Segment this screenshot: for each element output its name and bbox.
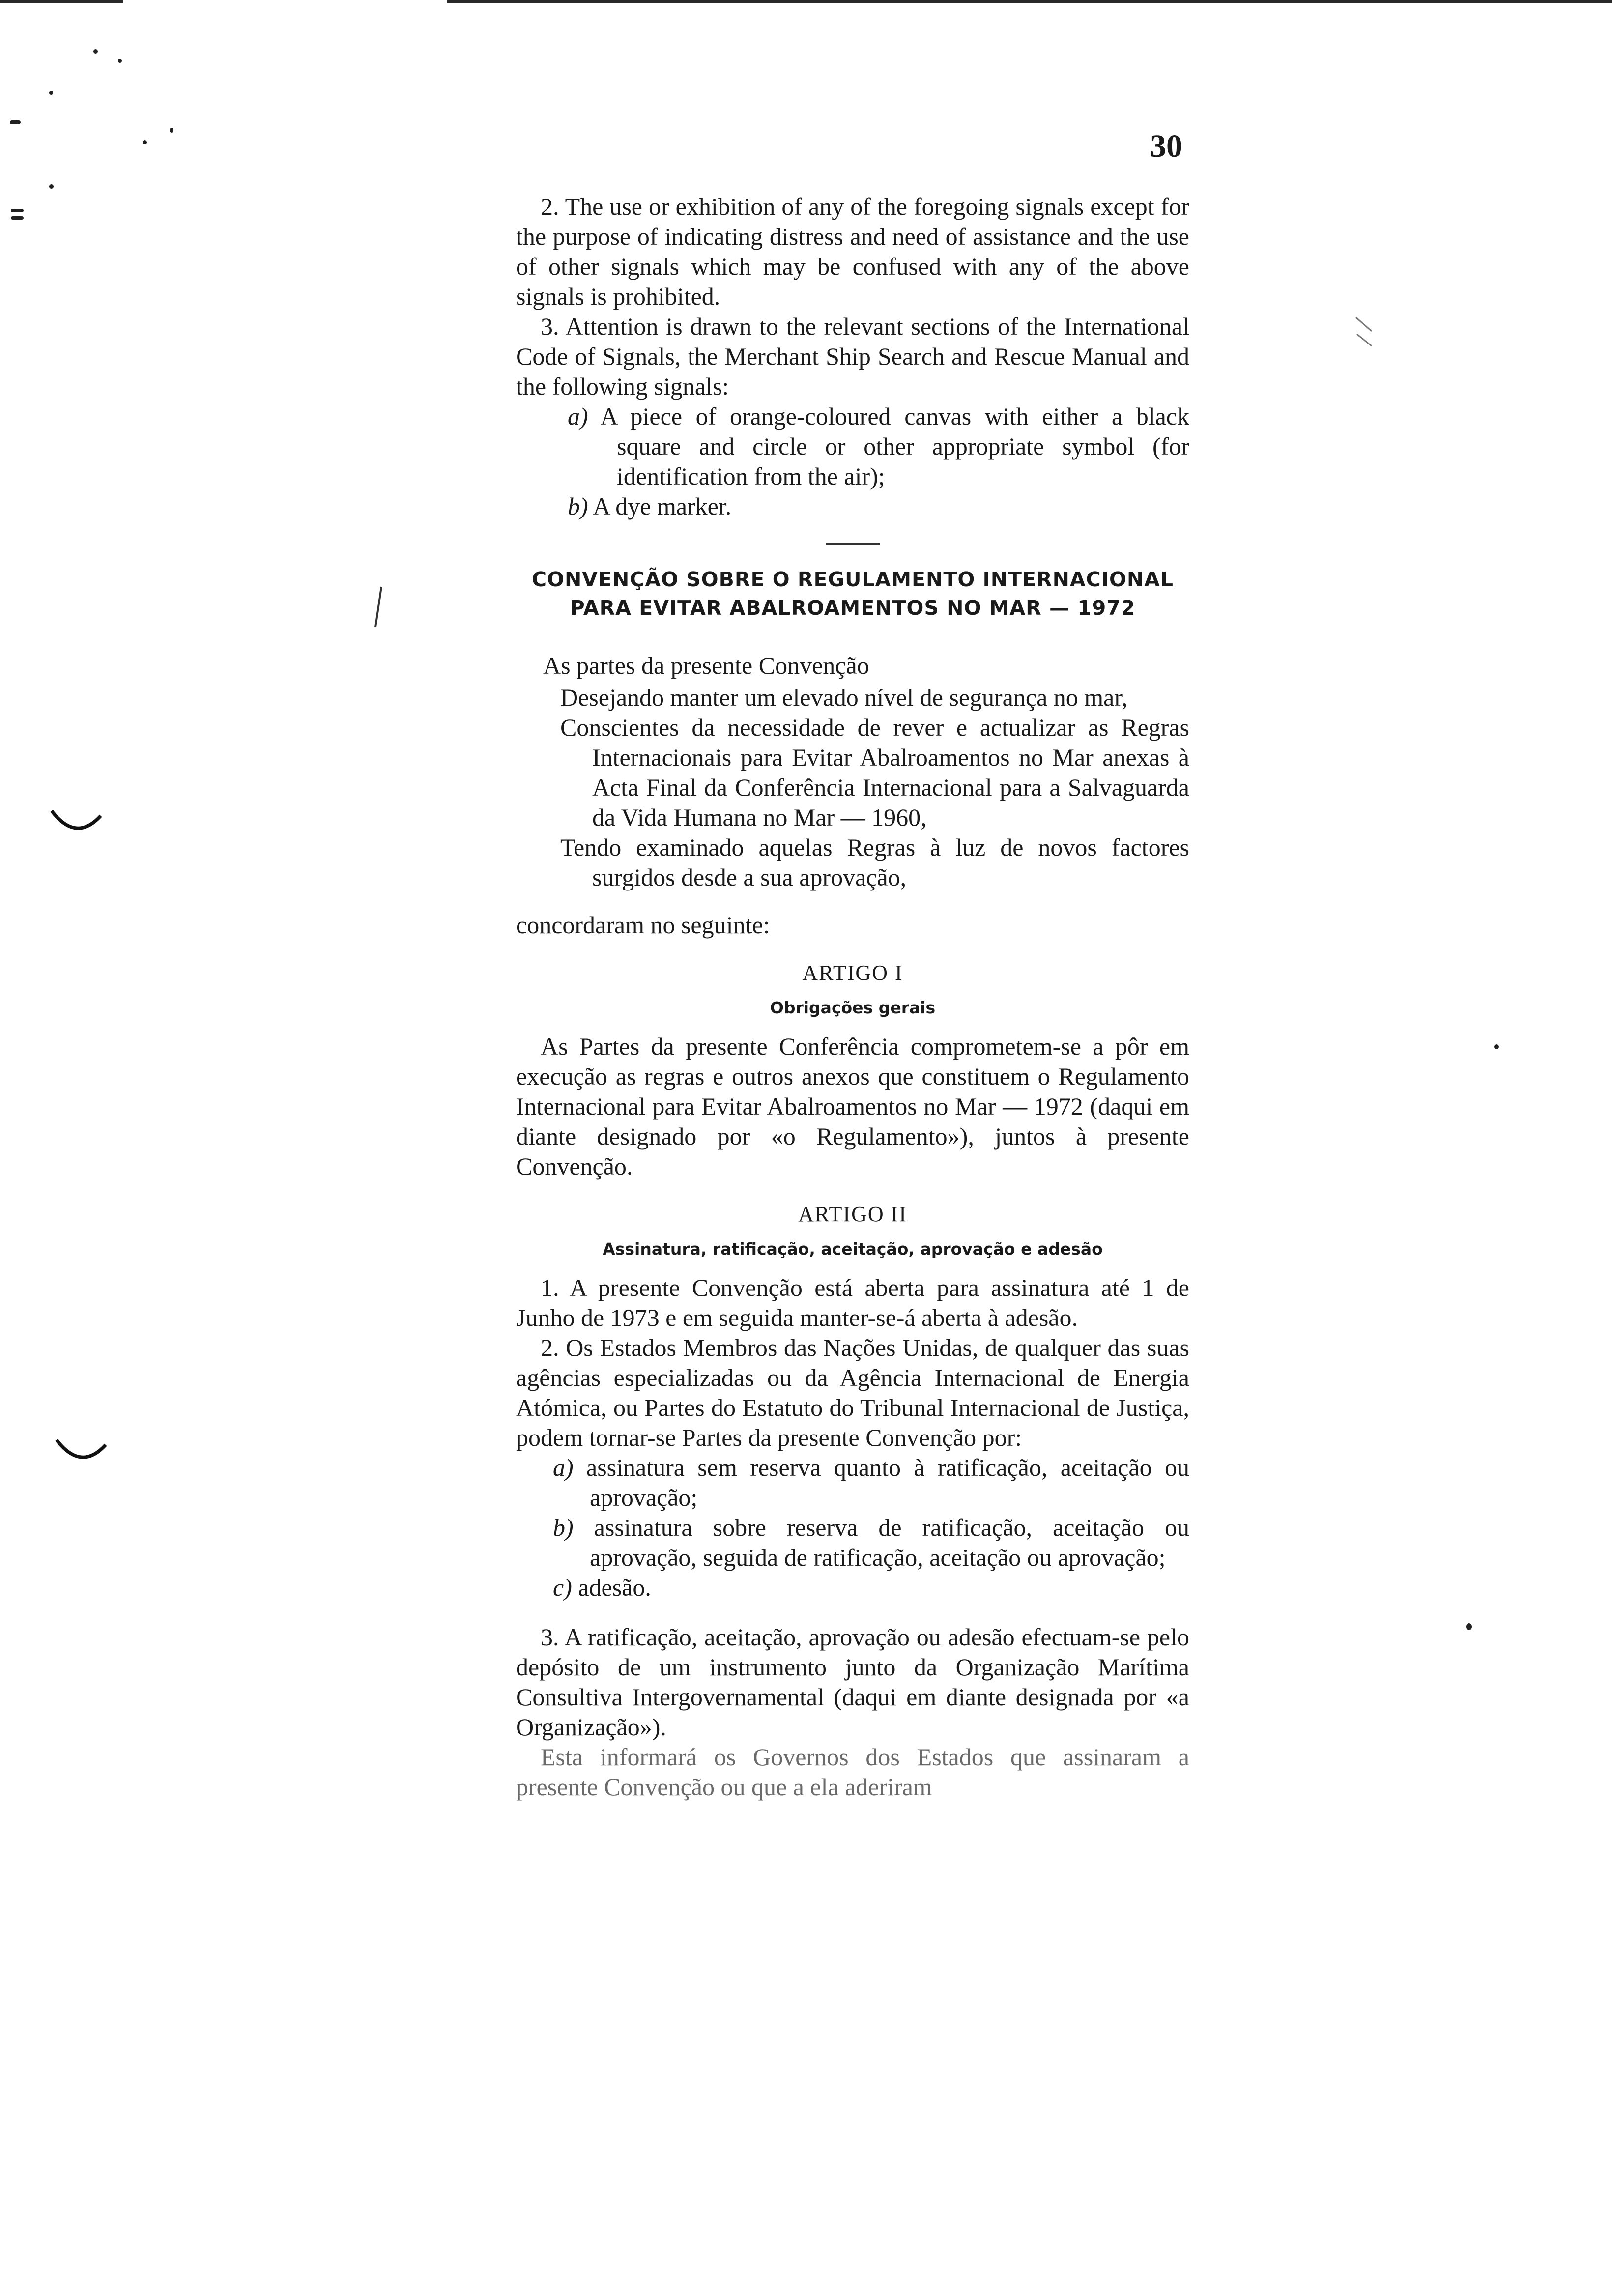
list-item-text: A piece of orange-coloured canvas with either a black square and circle or other appropriate symbol (for identification from the air); xyxy=(600,402,1189,490)
article-1-subheading: Obrigações gerais xyxy=(770,998,936,1017)
list-item-text: A dye marker. xyxy=(593,492,732,520)
list-item-text: adesão. xyxy=(578,1574,651,1601)
ratification-list xyxy=(516,1453,1189,1603)
list-item xyxy=(516,402,1189,491)
list-item xyxy=(516,491,1189,521)
list-item-marker: a) xyxy=(568,402,588,430)
scan-speck xyxy=(93,49,98,54)
convention-agreement: concordaram no seguinte: xyxy=(516,911,770,939)
scan-speck xyxy=(49,184,54,189)
article-2-paragraph-3: 3. A ratificação, aceitação, aprovação ou adesão efectuam-se pelo depósito de um instrumento junto da Organização Marítima Consultiva Intergovernamental (daqui em diante designada por «a Organização»). xyxy=(516,1623,1189,1741)
scan-speck xyxy=(49,91,53,95)
scan-speck xyxy=(143,140,147,144)
scan-speck xyxy=(1466,1623,1472,1630)
article-2-heading: ARTIGO II xyxy=(798,1202,907,1226)
recital: Tendo examinado aquelas Regras à luz de novos factores surgidos desde a sua aprovação, xyxy=(560,833,1189,891)
signals-list xyxy=(516,402,1189,521)
scan-speck xyxy=(118,59,122,63)
page-number: 30 xyxy=(1150,128,1182,164)
document-body xyxy=(516,192,1189,1802)
signals-paragraph-2: 2. The use or exhibition of any of the foregoing signals except for the purpose of indicating distress and need of assistance and the use of other signals which may be confused with any of the above signals is prohibited. xyxy=(516,193,1189,310)
margin-stroke-mark xyxy=(374,585,383,629)
article-1-heading: ARTIGO I xyxy=(802,961,903,985)
signals-paragraph-3: 3. Attention is drawn to the relevant sections of the International Code of Signals, the Merchant Ship Search and Rescue Manual and the following signals: xyxy=(516,313,1189,400)
article-2-subheading: Assinatura, ratificação, aceitação, aprovação e adesão xyxy=(603,1239,1103,1259)
scan-speck xyxy=(10,120,21,124)
punch-hole-mark xyxy=(49,806,103,845)
list-item-marker: b) xyxy=(553,1514,574,1541)
article-2-paragraph-4: Esta informará os Governos dos Estados que assinaram a presente Convenção ou que a ela aderiram xyxy=(516,1743,1189,1801)
list-item-text: assinatura sem reserva quanto à ratificação, aceitação ou aprovação; xyxy=(586,1454,1189,1511)
convention-title-line-1: CONVENÇÃO SOBRE O REGULAMENTO INTERNACIONAL xyxy=(532,568,1174,591)
list-item-marker: b) xyxy=(568,492,588,520)
scan-speck xyxy=(170,128,173,133)
scan-speck xyxy=(11,216,24,220)
section-separator xyxy=(826,543,880,545)
recital: Conscientes da necessidade de rever e actualizar as Regras Internacionais para Evitar Abalroamentos no Mar anexas à Acta Final da Conferência Internacional para a Salvaguarda da Vida Humana no Mar — 1960, xyxy=(560,714,1189,831)
list-item xyxy=(516,1453,1189,1513)
article-2-paragraph-1: 1. A presente Convenção está aberta para assinatura até 1 de Junho de 1973 e em seguida manter-se-á aberta à adesão. xyxy=(516,1274,1189,1331)
article-2-paragraph-2: 2. Os Estados Membros das Nações Unidas, de qualquer das suas agências especializadas ou da Agência Internacional de Energia Atómica, ou Partes do Estatuto do Tribunal Internacional de Justiça, podem tornar-se Partes da presente Convenção por: xyxy=(516,1334,1189,1451)
margin-stroke-mark xyxy=(1354,315,1374,349)
list-item-text: assinatura sobre reserva de ratificação, aceitação ou aprovação, seguida de ratificação, aceitação ou aprovação; xyxy=(590,1514,1189,1571)
scan-speck xyxy=(11,209,24,212)
list-item xyxy=(516,1573,1189,1603)
top-border-gap xyxy=(123,0,447,3)
recital: Desejando manter um elevado nível de segurança no mar, xyxy=(560,684,1128,711)
list-item-marker: a) xyxy=(553,1454,574,1481)
punch-hole-mark xyxy=(54,1435,108,1474)
article-1-text: As Partes da presente Conferência comprometem-se a pôr em execução as regras e outros anexos que constituem o Regulamento Internacional para Evitar Abalroamentos no Mar — 1972 (daqui em diante designado por «o Regulamento»), juntos à presente Convenção. xyxy=(516,1033,1189,1180)
list-item xyxy=(516,1513,1189,1573)
convention-intro: As partes da presente Convenção xyxy=(543,652,869,679)
convention-title-line-2: PARA EVITAR ABALROAMENTOS NO MAR — 1972 xyxy=(570,596,1136,620)
scan-speck xyxy=(1494,1044,1499,1049)
list-item-marker: c) xyxy=(553,1574,572,1601)
